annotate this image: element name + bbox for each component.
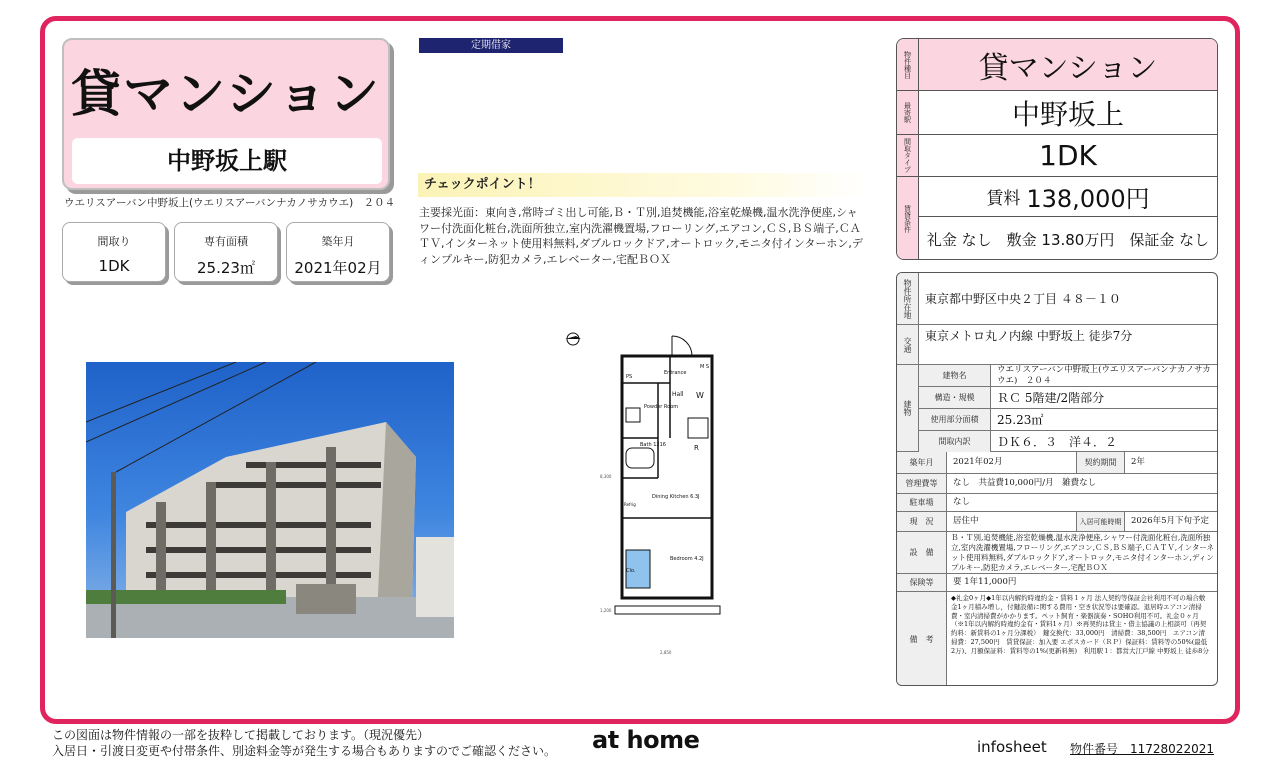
fp-label-r: R — [694, 444, 699, 452]
detail-row-built — [897, 452, 1217, 474]
detail-label: 使用部分面積 — [919, 409, 991, 430]
detail-row-bldg-name — [919, 365, 1218, 387]
detail-row-traffic — [897, 325, 1217, 365]
footer-line-2: 入居日・引渡日変更や付帯条件、別途料金等が発生する場合もありますのでご確認ください。 — [52, 744, 557, 758]
stat-layout — [62, 222, 166, 282]
fp-dim-depth: 8,300 — [600, 474, 612, 479]
summary-type-row — [897, 39, 1217, 91]
fp-label-entrance: Entrance — [664, 370, 687, 376]
summary-side-label: 間取タイプ — [897, 135, 919, 176]
fp-label-powder: Powder Room — [644, 404, 679, 410]
summary-terms-row — [897, 177, 1217, 260]
title-card — [62, 38, 390, 190]
property-type-title: 貸マンション — [71, 65, 381, 123]
infosheet-label: infosheet — [977, 738, 1047, 756]
detail-value: Ｂ・Ｔ別,追焚機能,浴室乾燥機,温水洗浄便座,シャワー付洗面化粧台,洗面所独立,室内洗濯機置場,フローリング,エアコン,ＣＳ,ＢＳ端子,ＣＡＴＶ,インターネット使用料無料,ダブルロックドア,オートロック,モニタ付インターホン,ディンプルキー,防犯カメラ,エレベーター,宅配ＢＯＸ — [951, 532, 1214, 572]
detail-value: 要 1年11,000円 — [953, 577, 1017, 587]
property-number: 物件番号 11728022021 — [1070, 742, 1214, 756]
floor-plan-drawing — [560, 328, 730, 658]
detail-value: ウエリスアーバン中野坂上(ウエリスアーバンナカノサカウエ) ２０４ — [997, 364, 1211, 386]
detail-label: 契約期間 — [1077, 452, 1125, 473]
detail-value: 2年 — [1131, 457, 1145, 467]
detail-group-building — [897, 365, 1217, 452]
summary-side-label: 賃貸条件 — [897, 177, 919, 260]
detail-row-area — [919, 409, 1218, 431]
stat-label: 築年月 — [321, 235, 355, 248]
rent-value: 138,000円 — [1026, 185, 1150, 213]
detail-row-address — [897, 273, 1217, 325]
detail-value: 東京メトロ丸ノ内線 中野坂上 徒歩7分 — [925, 328, 1133, 343]
fp-label-bath: Bath 1216 — [640, 442, 666, 448]
details-table — [896, 272, 1218, 686]
detail-row-remarks — [897, 592, 1217, 686]
detail-value: 東京都中野区中央２丁目 ４８－１０ — [925, 292, 1121, 306]
detail-label: 交通 — [897, 325, 919, 364]
detail-row-insurance — [897, 574, 1217, 592]
athome-logo: at home — [592, 726, 700, 754]
detail-row-status — [897, 512, 1217, 532]
fp-label-ms: M S — [700, 364, 710, 370]
rent-label: 賃料 — [986, 189, 1021, 209]
detail-label: 備 考 — [897, 592, 947, 686]
stat-label: 間取り — [97, 235, 131, 248]
detail-label: 駐車場 — [897, 494, 947, 511]
summary-side-label: 最寄駅 — [897, 91, 919, 134]
summary-layout: 1DK — [1039, 139, 1097, 172]
fixed-term-lease-banner: 定期借家 — [419, 38, 563, 53]
detail-label: 築年月 — [897, 452, 947, 473]
summary-table — [896, 38, 1218, 260]
detail-label: 入居可能時期 — [1077, 512, 1125, 531]
checkpoint-heading: チェックポイント！ — [418, 173, 868, 197]
stat-label: 専有面積 — [204, 235, 248, 248]
summary-layout-row — [897, 135, 1217, 177]
detail-row-facilities — [897, 532, 1217, 574]
stat-value: 1DK — [98, 257, 130, 275]
footer-line-1: この図面は物件情報の一部を抜粋して掲載しております。（現況優先） — [52, 728, 430, 742]
stat-value: 25.23㎡ — [197, 259, 255, 277]
stat-value: 2021年02月 — [294, 259, 382, 277]
station-label: 中野坂上駅 — [72, 138, 382, 184]
detail-label: 建物 — [897, 365, 919, 451]
detail-label: 現 況 — [897, 512, 947, 531]
fp-label-refrig: Refrig — [624, 502, 636, 507]
detail-value: 2021年02月 — [947, 452, 1077, 473]
fp-label-clo: Clo. — [626, 568, 636, 574]
summary-station-row — [897, 91, 1217, 135]
detail-value: 25.23㎡ — [997, 413, 1044, 427]
detail-value: なし 共益費10,000円/月 雑費なし — [953, 478, 1097, 488]
building-photo — [86, 362, 454, 638]
detail-value: ◆礼金0ヶ月◆1年以内解約時違約金・賃料１ヶ月 法人契約等保証会社利用不可の場合敷金1ヶ月積み増し，付鍵設備に関する費用・空き状況等は要確認。退居時エアコン清掃費・室内清掃費がかかります。ペット飼育・楽器演奏・SOHO利用不可。礼金０ヶ月（※1年以内解約時違約金有・賃料1ヶ月）※再契約は貸主・借主協議の上相談可（再契約料：新賃料の1ヶ月分課税） 鍵交換代：33,000円 清掃費：38,500円 エアコン清掃費：27,500円 賃貸保証：加入要 エポスカード（ＲＰ）保証料：賃料等の50%(最低2万)、月額保証料：賃料等の1%(更新料無) 利用駅１：都営大江戸線 中野坂上 徒歩8分 — [951, 594, 1209, 655]
detail-row-mgmt — [897, 474, 1217, 494]
fp-label-dining: Dining Kitchen 6.3J — [652, 494, 700, 500]
detail-value: ＤＫ６．３ 洋４．２ — [997, 435, 1118, 449]
floor-plan — [560, 328, 730, 658]
detail-row-rooms — [919, 431, 1218, 452]
building-photo-illustration — [86, 362, 454, 638]
summary-rent — [919, 177, 1217, 217]
fp-dim-width: 2,850 — [660, 650, 672, 655]
detail-row-structure — [919, 387, 1218, 409]
footer-disclaimer — [52, 727, 556, 759]
detail-value: 2026年5月下旬予定 — [1131, 516, 1210, 526]
stat-built — [286, 222, 390, 282]
fp-label-bedroom: Bedroom 4.2J — [670, 556, 704, 562]
summary-deposits: 礼金 なし 敷金 13.80万円 保証金 なし — [926, 230, 1210, 249]
detail-value: ＲＣ 5階建/2階部分 — [997, 391, 1105, 405]
detail-label: 保険等 — [897, 574, 947, 591]
detail-label: 間取内訳 — [919, 431, 991, 452]
detail-value: 居住中 — [947, 512, 1077, 531]
checkpoint-body: 主要採光面：東向き,常時ゴミ出し可能,Ｂ・Ｔ別,追焚機能,浴室乾燥機,温水洗浄便座,シャワー付洗面化粧台,洗面所独立,室内洗濯機置場,フローリング,エアコン,ＣＳ,ＢＳ端子,ＣＡＴＶ,インターネット使用料無料,ダブルロックドア,オートロック,モニタ付インターホン,ディンプルキー,防犯カメラ,エレベーター,宅配ＢＯＸ — [419, 206, 863, 266]
summary-type: 貸マンション — [919, 39, 1217, 90]
fp-label-hall: Hall — [672, 391, 684, 398]
fp-label-w: W — [696, 391, 704, 400]
detail-label: 構造・規模 — [919, 387, 991, 408]
detail-label: 設 備 — [897, 532, 947, 573]
fp-label-ps: PS — [626, 374, 633, 380]
building-name: ウエリスアーバン中野坂上(ウエリスアーバンナカノサカウエ) ２０４ — [64, 197, 396, 209]
detail-label: 物件所在地 — [897, 273, 919, 324]
summary-station: 中野坂上 — [1011, 97, 1124, 131]
detail-label: 建物名 — [919, 365, 991, 386]
summary-side-label: 物件種目 — [897, 39, 919, 90]
detail-value: なし — [953, 497, 971, 507]
detail-label: 管理費等 — [897, 474, 947, 493]
detail-row-parking — [897, 494, 1217, 512]
stat-area — [174, 222, 278, 282]
fp-dim-balcony: 1,200 — [600, 608, 612, 613]
